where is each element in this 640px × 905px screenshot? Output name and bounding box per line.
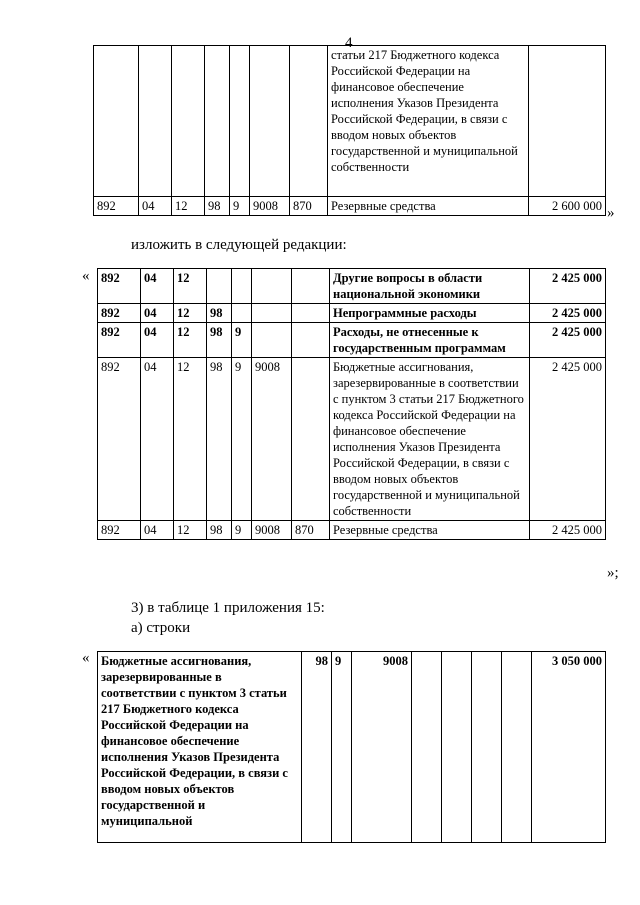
cell-code bbox=[252, 304, 292, 323]
cell-code: 9008 bbox=[250, 197, 290, 216]
cell-code: 9 bbox=[232, 323, 252, 358]
cell-code: 892 bbox=[98, 521, 141, 540]
row-amount: 3 050 000 bbox=[532, 652, 606, 843]
cell-code bbox=[232, 304, 252, 323]
cell-code: 98 bbox=[302, 652, 332, 843]
cell-code: 12 bbox=[174, 323, 207, 358]
cell-code bbox=[472, 652, 502, 843]
instruction-text: изложить в следующей редакции: bbox=[131, 237, 347, 253]
cell-code: 892 bbox=[98, 269, 141, 304]
row-name: Бюджетные ассигнования, зарезервированные в соответствии с пунктом 3 статьи 217 Бюджетного кодекса Российской Федерации на финансовое обеспечение исполнения Указов Президента Российской Федерации, в связи с вводом новых объектов государственной и муниципальной bbox=[98, 652, 302, 843]
cell-code: 9 bbox=[232, 521, 252, 540]
table-row bbox=[98, 323, 606, 358]
cell-code bbox=[292, 323, 330, 358]
cell-code: 04 bbox=[141, 521, 174, 540]
cell-code: 04 bbox=[141, 304, 174, 323]
budget-table-old bbox=[93, 45, 606, 216]
cell-code: 04 bbox=[141, 269, 174, 304]
cell-code: 12 bbox=[174, 521, 207, 540]
cell-code bbox=[442, 652, 472, 843]
cell-code: 04 bbox=[141, 323, 174, 358]
cell-code: 98 bbox=[207, 323, 232, 358]
cell-code: 892 bbox=[98, 323, 141, 358]
row-name: Непрограммные расходы bbox=[330, 304, 530, 323]
table-row bbox=[94, 197, 606, 216]
cell-code bbox=[502, 652, 532, 843]
cell-code bbox=[412, 652, 442, 843]
cell-code: 12 bbox=[174, 304, 207, 323]
cell-code: 98 bbox=[205, 197, 230, 216]
cell-code: 9008 bbox=[352, 652, 412, 843]
page-number: 4 bbox=[345, 35, 353, 51]
row-amount: 2 425 000 bbox=[530, 521, 606, 540]
cell-code bbox=[292, 304, 330, 323]
cell-code: 04 bbox=[141, 358, 174, 521]
cell-code: 98 bbox=[207, 358, 232, 521]
cell-code: 870 bbox=[290, 197, 328, 216]
cell-code bbox=[292, 358, 330, 521]
cell-code: 9008 bbox=[252, 521, 292, 540]
table-row bbox=[98, 652, 606, 843]
cell-code: 04 bbox=[139, 197, 172, 216]
table-row bbox=[94, 46, 606, 197]
cell-code: 9 bbox=[232, 358, 252, 521]
table-row bbox=[98, 269, 606, 304]
open-quote: « bbox=[82, 650, 90, 666]
cell-code bbox=[232, 269, 252, 304]
cell-code bbox=[292, 269, 330, 304]
row-name: Резервные средства bbox=[330, 521, 530, 540]
open-quote: « bbox=[82, 268, 90, 284]
instruction-text: а) строки bbox=[131, 620, 191, 636]
cell-code bbox=[252, 269, 292, 304]
budget-table-new bbox=[97, 268, 606, 540]
cell-code: 870 bbox=[292, 521, 330, 540]
cell-code: 12 bbox=[174, 269, 207, 304]
row-amount: 2 425 000 bbox=[530, 304, 606, 323]
cell-code: 892 bbox=[98, 358, 141, 521]
row-name: Резервные средства bbox=[328, 197, 529, 216]
cell-code: 892 bbox=[98, 304, 141, 323]
cell-code: 98 bbox=[207, 521, 232, 540]
cell-code: 12 bbox=[174, 358, 207, 521]
cell-code: 892 bbox=[94, 197, 139, 216]
budget-table-appendix bbox=[97, 651, 606, 843]
table-row bbox=[98, 304, 606, 323]
cell-code: 9 bbox=[230, 197, 250, 216]
row-name: Другие вопросы в области национальной экономики bbox=[330, 269, 530, 304]
row-amount: 2 425 000 bbox=[530, 269, 606, 304]
row-amount: 2 425 000 bbox=[530, 323, 606, 358]
cell-code: 9008 bbox=[252, 358, 292, 521]
close-quote: »; bbox=[607, 565, 619, 581]
instruction-text: 3) в таблице 1 приложения 15: bbox=[131, 600, 325, 616]
row-name: Расходы, не отнесенные к государственным программам bbox=[330, 323, 530, 358]
cell-code: 9 bbox=[332, 652, 352, 843]
cell-code bbox=[207, 269, 232, 304]
row-amount: 2 425 000 bbox=[530, 358, 606, 521]
cell-code bbox=[252, 323, 292, 358]
row-name: статьи 217 Бюджетного кодекса Российской Федерации на финансовое обеспечение исполнения Указов Президента Российской Федерации, в связи с вводом новых объектов государственной и муниципальной собственности bbox=[328, 46, 529, 197]
table-row bbox=[98, 521, 606, 540]
row-name: Бюджетные ассигнования, зарезервированные в соответствии с пунктом 3 статьи 217 Бюджетного кодекса Российской Федерации на финансовое обеспечение исполнения Указов Президента Российской Федерации, в связи с вводом новых объектов государственной и муниципальной собственности bbox=[330, 358, 530, 521]
table-row bbox=[98, 358, 606, 521]
row-amount: 2 600 000 bbox=[529, 197, 606, 216]
close-quote: » bbox=[607, 205, 615, 221]
cell-code: 98 bbox=[207, 304, 232, 323]
cell-code: 12 bbox=[172, 197, 205, 216]
